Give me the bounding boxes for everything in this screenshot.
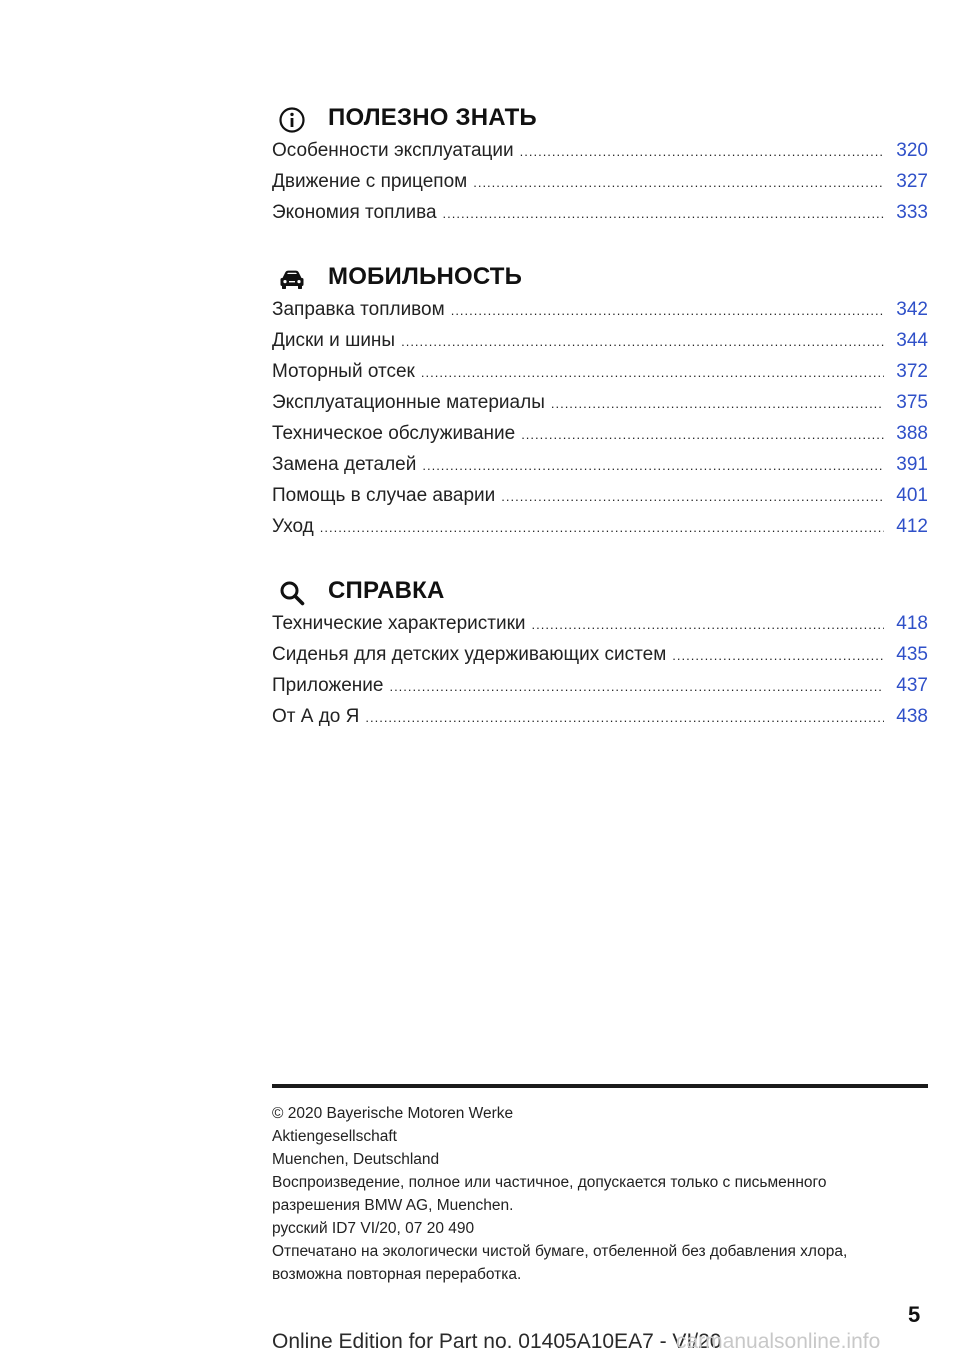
- toc-entry[interactable]: [272, 202, 928, 233]
- imprint-divider: [272, 1084, 928, 1088]
- imprint: [272, 1102, 928, 1286]
- toc-entry-title: Приложение: [272, 675, 384, 696]
- dot-leader: [532, 617, 884, 632]
- toc-entry[interactable]: [272, 299, 928, 330]
- toc-page-link[interactable]: 412: [896, 516, 928, 537]
- toc-entry[interactable]: [272, 361, 928, 392]
- toc-entry-title: Диски и шины: [272, 330, 396, 351]
- imprint-line: © 2020 Bayerische Motoren Werke: [272, 1105, 514, 1122]
- toc-page-link[interactable]: 401: [896, 485, 928, 506]
- dot-leader: [443, 206, 884, 221]
- toc-entry-title: Моторный отсек: [272, 361, 415, 382]
- imprint-line: русский ID7 VI/20, 07 20 490: [272, 1220, 475, 1237]
- dot-leader: [520, 144, 884, 159]
- imprint-line: Отпечатано на экологически чистой бумаге, отбеленной без добавления хлора,: [272, 1243, 848, 1260]
- section-header: [272, 573, 928, 613]
- section-title: ПОЛЕЗНО ЗНАТЬ: [328, 104, 537, 131]
- toc-page-link[interactable]: 438: [896, 706, 928, 727]
- toc-entry[interactable]: [272, 675, 928, 706]
- dot-leader: [551, 396, 884, 411]
- toc-page-link[interactable]: 344: [896, 330, 928, 351]
- toc-entry-title: Эксплуатационные материалы: [272, 392, 545, 413]
- toc-entry[interactable]: [272, 516, 928, 547]
- footer-edition: Online Edition for Part no. 01405A10EA7 - VI/20: [272, 1330, 722, 1353]
- dot-leader: [451, 303, 884, 318]
- section-title: СПРАВКА: [328, 577, 445, 604]
- watermark: carmanualsonline.info: [676, 1330, 881, 1353]
- toc-page-link[interactable]: 418: [896, 613, 928, 634]
- toc-entry[interactable]: [272, 485, 928, 516]
- dot-leader: [389, 679, 884, 694]
- toc-entry[interactable]: [272, 706, 928, 737]
- section-reference: [272, 573, 928, 737]
- toc-entry-title: Экономия топлива: [272, 202, 437, 223]
- toc-entry[interactable]: [272, 140, 928, 171]
- imprint-line: Aktiengesellschaft: [272, 1128, 397, 1145]
- toc-page-link[interactable]: 391: [896, 454, 928, 475]
- dot-leader: [401, 334, 884, 349]
- toc-entry-title: Техническое обслуживание: [272, 423, 516, 444]
- toc-entry[interactable]: [272, 392, 928, 423]
- section-mobility: [272, 259, 928, 547]
- dot-leader: [421, 365, 884, 380]
- toc-entry-title: Технические характеристики: [272, 613, 526, 634]
- dot-leader: [473, 175, 884, 190]
- toc-page-link[interactable]: 333: [896, 202, 928, 223]
- toc-page-link[interactable]: 342: [896, 299, 928, 320]
- toc-page-link[interactable]: 435: [896, 644, 928, 665]
- toc-list: [272, 140, 928, 233]
- toc-entry[interactable]: [272, 171, 928, 202]
- toc-page-link[interactable]: 327: [896, 171, 928, 192]
- dot-leader: [501, 489, 884, 504]
- toc-list: [272, 613, 928, 737]
- page-number: 5: [908, 1302, 921, 1327]
- dot-leader: [521, 427, 884, 442]
- toc-entry-title: Особенности эксплуатации: [272, 140, 514, 161]
- dot-leader: [672, 648, 884, 663]
- toc-entry-title: Сиденья для детских удерживающих систем: [272, 644, 667, 665]
- toc-entry-title: От А до Я: [272, 706, 360, 727]
- section-title: МОБИЛЬНОСТЬ: [328, 263, 523, 290]
- toc-page-link[interactable]: 388: [896, 423, 928, 444]
- toc-entry-title: Замена деталей: [272, 454, 417, 475]
- toc-page-link[interactable]: 437: [896, 675, 928, 696]
- info-circle-icon: [278, 106, 306, 134]
- dot-leader: [365, 710, 884, 725]
- toc-page-link[interactable]: 320: [896, 140, 928, 161]
- toc-page-link[interactable]: 375: [896, 392, 928, 413]
- toc-list: [272, 299, 928, 547]
- toc-entry-title: Движение с прицепом: [272, 171, 468, 192]
- toc-entry[interactable]: [272, 613, 928, 644]
- toc-entry[interactable]: [272, 423, 928, 454]
- car-icon: [278, 265, 306, 293]
- toc-entry-title: Заправка топливом: [272, 299, 445, 320]
- toc-entry[interactable]: [272, 644, 928, 675]
- imprint-line: разрешения BMW AG, Muenchen.: [272, 1197, 514, 1214]
- toc-entry-title: Уход: [272, 516, 314, 537]
- toc-entry-title: Помощь в случае аварии: [272, 485, 496, 506]
- dot-leader: [422, 458, 884, 473]
- section-header: [272, 100, 928, 140]
- search-icon: [278, 579, 306, 607]
- imprint-line: Muenchen, Deutschland: [272, 1151, 440, 1168]
- section-header: [272, 259, 928, 299]
- toc-page-link[interactable]: 372: [896, 361, 928, 382]
- imprint-line: возможна повторная переработка.: [272, 1266, 522, 1283]
- dot-leader: [320, 520, 884, 535]
- section-useful-to-know: [272, 100, 928, 233]
- toc-entry[interactable]: [272, 454, 928, 485]
- toc-entry[interactable]: [272, 330, 928, 361]
- imprint-line: Воспроизведение, полное или частичное, допускается только с письменного: [272, 1174, 827, 1191]
